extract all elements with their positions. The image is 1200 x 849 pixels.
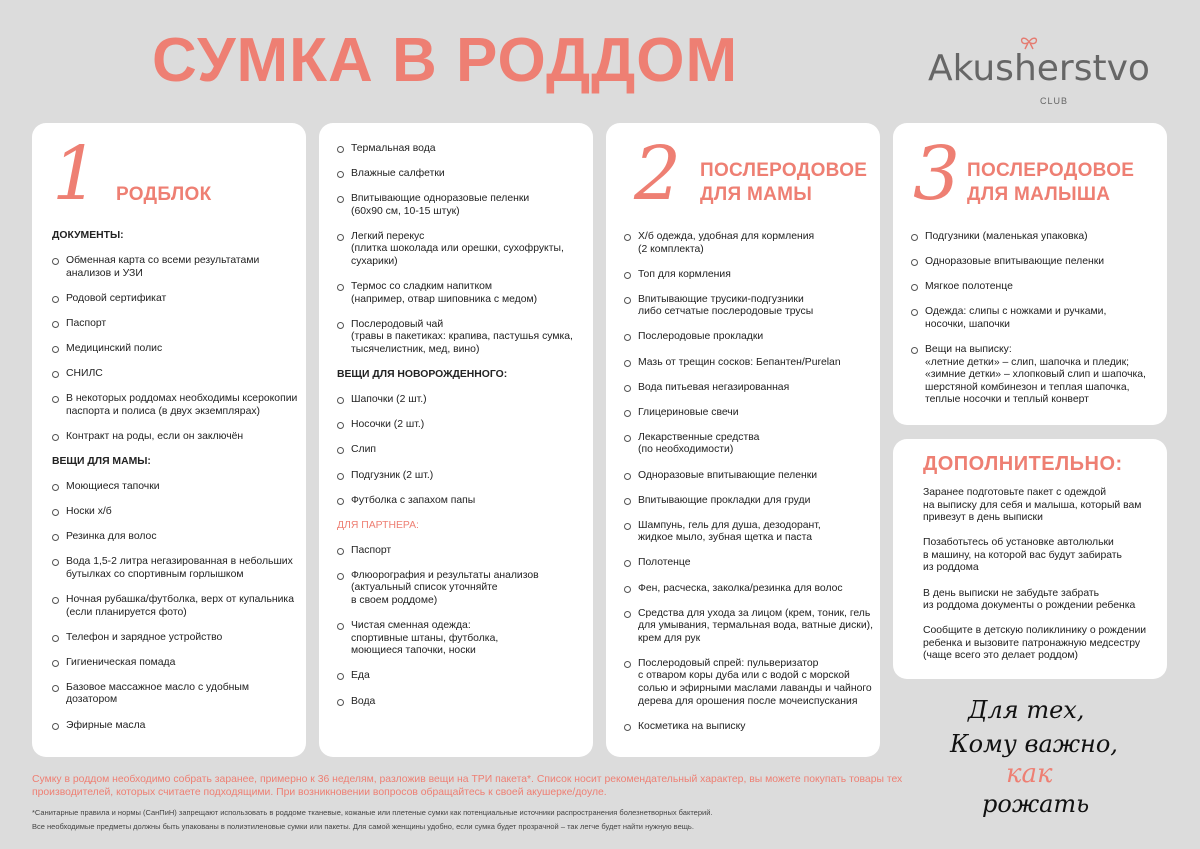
checklist-item[interactable]: Паспорт: [52, 318, 302, 331]
extra-paragraph: Позаботьтесь об установке автолюльки в машину, на которой вас будут забирать из роддома: [923, 537, 1122, 574]
checklist-item[interactable]: Обменная карта со всеми результатами анализов и УЗИ: [52, 255, 302, 280]
checklist: [624, 231, 878, 746]
card-postnatal-mom: [606, 123, 880, 757]
checklist-item[interactable]: В некоторых роддомах необходимы ксерокопии паспорта и полиса (в двух экземплярах): [52, 393, 302, 418]
checklist-item[interactable]: Послеродовый чай (травы в пакетиках: крапива, пастушья сумка, тысячелистник, мед, вино): [337, 319, 589, 357]
logo-sub: CLUB: [1040, 96, 1069, 106]
checklist-item[interactable]: Термос со сладким напитком (например, отвар шиповника с медом): [337, 281, 589, 306]
checklist-item[interactable]: Впитывающие одноразовые пеленки (60х90 см, 10-15 штук): [337, 193, 589, 218]
footer-small-1: *Санитарные правила и нормы (СанПиН) запрещают использовать в роддоме тканевые, кожаные или плетеные сумки как потенциальные источники распространения болезнетворных бактерий.: [32, 808, 713, 817]
checklist-item[interactable]: Послеродовый спрей: пульверизатор с отваром коры дуба или с водой с морской солью и эфирными маслами лаванды и чайного дерева для орошения после мочеиспускания: [624, 658, 878, 708]
checklist-item[interactable]: Телефон и зарядное устройство: [52, 632, 302, 645]
checklist-item[interactable]: Топ для кормления: [624, 269, 878, 282]
section-number: 1: [52, 131, 100, 217]
checklist-item[interactable]: Ночная рубашка/футболка, верх от купальника (если планируется фото): [52, 594, 302, 619]
checklist-item[interactable]: Подгузник (2 шт.): [337, 470, 589, 483]
footer-small-2: Все необходимые предметы должны быть упакованы в полиэтиленовые сумки или пакеты. Для самой женщины удобно, если сумка будет прозрачной – так легче будет найти нужную вещь.: [32, 822, 694, 831]
checklist-item[interactable]: Впитывающие прокладки для груди: [624, 495, 878, 508]
footer-small: [32, 806, 912, 834]
checklist-item[interactable]: Мягкое полотенце: [911, 281, 1165, 294]
checklist-item[interactable]: Термальная вода: [337, 143, 589, 156]
checklist-item[interactable]: Вещи на выписку: «летние детки» – слип, шапочка и пледик; «зимние детки» – хлопковый слип и шапочка, шерстяной комбинезон и теплая шапочка, теплые носочки и теплый конверт: [911, 344, 1165, 407]
checklist-item[interactable]: Базовое массажное масло с удобным дозатором: [52, 682, 302, 707]
card-extra: [893, 439, 1167, 679]
checklist-item[interactable]: СНИЛС: [52, 368, 302, 381]
list-heading: ДОКУМЕНТЫ:: [52, 230, 124, 241]
card-rodblok: [32, 123, 306, 757]
checklist-item[interactable]: Полотенце: [624, 557, 878, 570]
extra-list: [923, 487, 1163, 676]
brand-logo: [928, 36, 1150, 112]
extra-paragraph: Заранее подготовьте пакет с одеждой на выписку для себя и малыша, который вам привезут в день выписки: [923, 487, 1142, 524]
extra-paragraph: В день выписки не забудьте забрать из роддома документы о рождении ребенка: [923, 587, 1136, 612]
checklist-item[interactable]: Одноразовые впитывающие пеленки: [624, 470, 878, 483]
checklist-item[interactable]: Одежда: слипы с ножками и ручками, носочки, шапочки: [911, 306, 1165, 331]
list-heading: ВЕЩИ ДЛЯ НОВОРОЖДЕННОГО:: [337, 369, 508, 381]
list-heading: ВЕЩИ ДЛЯ МАМЫ:: [52, 455, 151, 467]
checklist-item[interactable]: Родовой сертификат: [52, 293, 302, 306]
checklist-item[interactable]: Паспорт: [337, 545, 589, 558]
checklist-item[interactable]: Влажные салфетки: [337, 168, 589, 181]
checklist-item[interactable]: Медицинский полис: [52, 343, 302, 356]
checklist-item[interactable]: Гигиеническая помада: [52, 657, 302, 670]
section-number: 3: [913, 131, 961, 217]
footer-note: Сумку в роддом необходимо собрать заранее, примерно к 36 неделям, разложив вещи на ТРИ пакета*. Список носит рекомендательный характер, вы можете покупать товары тех производителей, которых считаете подходящими. При возникновении вопросов обращайтесь к своей акушерке/доуле.: [32, 774, 903, 798]
section-number: 2: [634, 131, 682, 217]
checklist-item[interactable]: Носочки (2 шт.): [337, 419, 589, 432]
checklist-item[interactable]: Одноразовые впитывающие пеленки: [911, 256, 1165, 269]
checklist-item[interactable]: Контракт на роды, если он заключён: [52, 431, 302, 444]
checklist-item[interactable]: Еда: [337, 670, 589, 683]
lettering-line-2: Кому важно,: [950, 730, 1118, 758]
checklist-item[interactable]: Глицериновые свечи: [624, 407, 878, 420]
lettering-line-4: рожать: [982, 790, 1090, 818]
checklist: [337, 143, 589, 721]
checklist-item[interactable]: Вода питьевая негазированная: [624, 382, 878, 395]
list-heading: ДЛЯ ПАРТНЕРА:: [337, 519, 419, 531]
checklist-item[interactable]: Футболка с запахом папы: [337, 495, 589, 508]
checklist-item[interactable]: Чистая сменная одежда: спортивные штаны, футболка, моющиеся тапочки, носки: [337, 620, 589, 658]
lettering-line-1: Для тех,: [968, 696, 1085, 724]
checklist-item[interactable]: Эфирные масла: [52, 720, 302, 733]
checklist-item[interactable]: Флюорография и результаты анализов (актуальный список уточняйте в своем роддоме): [337, 570, 589, 608]
checklist-item[interactable]: Косметика на выписку: [624, 721, 878, 734]
card-postnatal-baby: [893, 123, 1167, 425]
lettering-line-3: как: [1006, 759, 1053, 789]
section-title: ПОСЛЕРОДОВОЕ ДЛЯ МАЛЫША: [967, 160, 1135, 205]
checklist: [52, 230, 302, 745]
checklist-item[interactable]: Х/б одежда, удобная для кормления (2 комплекта): [624, 231, 878, 256]
checklist: [911, 231, 1165, 419]
checklist-item[interactable]: Резинка для волос: [52, 531, 302, 544]
checklist-item[interactable]: Шапочки (2 шт.): [337, 394, 589, 407]
checklist-item[interactable]: Послеродовые прокладки: [624, 331, 878, 344]
checklist-item[interactable]: Вода 1,5-2 литра негазированная в небольших бутылках со спортивным горлышком: [52, 556, 302, 581]
extra-paragraph: Сообщите в детскую поликлинику о рождении ребенка и вызовите патронажную медсестру (чаще всего это делает роддом): [923, 625, 1147, 662]
checklist-item[interactable]: Шампунь, гель для душа, дезодорант, жидкое мыло, зубная щетка и паста: [624, 520, 878, 545]
checklist-item[interactable]: Средства для ухода за лицом (крем, тоник, гель для умывания, термальная вода, ватные диски), крем для рук: [624, 608, 878, 646]
logo-name: Akusherstvo: [928, 48, 1150, 89]
section-title: ПОСЛЕРОДОВОЕ ДЛЯ МАМЫ: [700, 160, 868, 205]
lettering-logo: [948, 690, 1118, 820]
checklist-item[interactable]: Подгузники (маленькая упаковка): [911, 231, 1165, 244]
page-title: СУМКА В РОДДОМ: [152, 26, 739, 95]
checklist-item[interactable]: Фен, расческа, заколка/резинка для волос: [624, 583, 878, 596]
checklist-item[interactable]: Моющиеся тапочки: [52, 481, 302, 494]
checklist-item[interactable]: Легкий перекус (плитка шоколада или орешки, сухофрукты, сухарики): [337, 231, 589, 269]
checklist-item[interactable]: Слип: [337, 444, 589, 457]
checklist-item[interactable]: Носки х/б: [52, 506, 302, 519]
section-title: ДОПОЛНИТЕЛЬНО:: [923, 453, 1123, 475]
card-rodblok-continued: [319, 123, 593, 757]
checklist-item[interactable]: Лекарственные средства (по необходимости): [624, 432, 878, 457]
checklist-item[interactable]: Мазь от трещин сосков: Бепантен/Purelan: [624, 357, 878, 370]
section-title: РОДБЛОК: [116, 184, 212, 205]
checklist-item[interactable]: Вода: [337, 696, 589, 709]
checklist-item[interactable]: Впитывающие трусики-подгузники либо сетчатые послеродовые трусы: [624, 294, 878, 319]
